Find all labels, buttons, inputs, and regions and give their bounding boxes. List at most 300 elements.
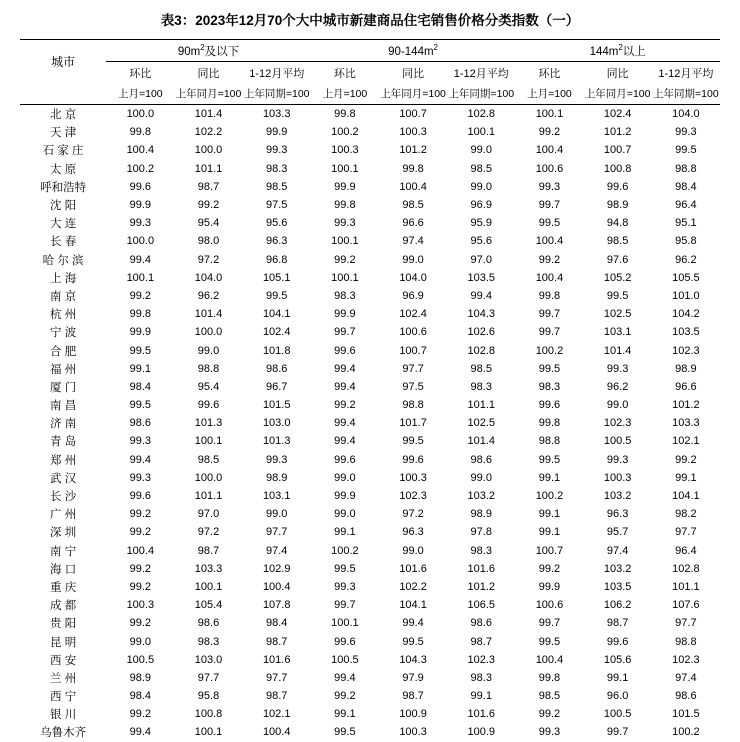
value-cell: 98.7 <box>265 690 288 703</box>
value-cell: 99.4 <box>129 726 152 739</box>
table-row <box>20 305 720 323</box>
value-cell: 100.1 <box>194 435 223 448</box>
value-cell: 97.5 <box>402 380 424 393</box>
table-row <box>20 596 720 614</box>
value-cell: 98.9 <box>265 471 288 484</box>
value-cell: 103.5 <box>467 271 496 284</box>
value-cell: 99.2 <box>129 617 152 630</box>
table-row <box>20 542 720 560</box>
value-cell: 99.5 <box>606 289 629 302</box>
value-cell: 99.9 <box>334 308 356 321</box>
value-cell: 106.2 <box>603 599 632 612</box>
city-name: 福 州 <box>50 363 77 376</box>
value-cell: 100.0 <box>194 326 223 339</box>
value-cell: 105.5 <box>672 271 700 284</box>
city-name: 昆 明 <box>50 636 77 649</box>
value-cell: 101.3 <box>194 417 223 430</box>
city-name: 长 沙 <box>50 491 77 504</box>
value-cell: 99.8 <box>334 199 356 212</box>
table-row <box>20 614 720 632</box>
base-3-2: 上年同月=100 <box>584 83 652 105</box>
value-cell: 96.2 <box>606 380 629 393</box>
city-name: 石 家 庄 <box>42 145 84 158</box>
table-row <box>20 214 720 232</box>
header-row-bases <box>20 83 720 105</box>
value-cell: 100.7 <box>399 344 427 357</box>
value-cell: 101.0 <box>672 289 700 302</box>
value-cell: 99.8 <box>538 289 561 302</box>
value-cell: 100.1 <box>331 162 359 175</box>
value-cell: 97.4 <box>606 544 629 557</box>
base-header-spacer <box>20 83 106 105</box>
value-cell: 100.6 <box>535 162 564 175</box>
value-cell: 98.3 <box>470 380 492 393</box>
subgroup-1-1: 环比 <box>129 67 152 80</box>
value-cell: 102.3 <box>467 653 496 666</box>
value-cell: 102.3 <box>672 344 700 357</box>
value-cell: 98.9 <box>675 362 697 375</box>
value-cell: 100.4 <box>262 580 291 593</box>
value-cell: 98.4 <box>265 617 288 630</box>
city-name: 南 昌 <box>50 400 77 413</box>
value-cell: 99.5 <box>675 144 697 157</box>
value-cell: 96.6 <box>402 217 424 230</box>
value-cell: 98.8 <box>197 362 220 375</box>
city-name: 合 肥 <box>50 345 77 358</box>
city-name: 银 川 <box>50 709 77 722</box>
group-header-3 <box>515 40 720 62</box>
city-name: 武 汉 <box>50 472 77 485</box>
value-cell: 102.4 <box>603 108 632 121</box>
table-row <box>20 505 720 523</box>
value-cell: 99.6 <box>129 180 152 193</box>
value-cell: 99.5 <box>334 726 356 739</box>
value-cell: 100.3 <box>399 726 427 739</box>
value-cell: 104.2 <box>672 308 700 321</box>
value-cell: 100.5 <box>603 435 632 448</box>
value-cell: 99.6 <box>129 490 152 503</box>
value-cell: 102.3 <box>399 490 427 503</box>
value-cell: 103.2 <box>603 562 632 575</box>
value-cell: 103.0 <box>194 653 223 666</box>
group-3-label-tail: 以上 <box>622 45 646 58</box>
value-cell: 100.4 <box>126 144 155 157</box>
value-cell: 100.9 <box>399 708 427 721</box>
table-row <box>20 141 720 159</box>
value-cell: 102.8 <box>467 108 496 121</box>
value-cell: 100.6 <box>399 326 427 339</box>
group-1-label-tail: 及以下 <box>204 45 240 58</box>
value-cell: 104.1 <box>399 599 427 612</box>
value-cell: 101.2 <box>399 144 427 157</box>
value-cell: 100.1 <box>467 126 496 139</box>
table-row <box>20 105 720 124</box>
price-index-table <box>20 39 720 742</box>
value-cell: 97.0 <box>470 253 492 266</box>
city-name: 深 圳 <box>50 527 77 540</box>
value-cell: 99.3 <box>129 471 152 484</box>
value-cell: 101.1 <box>194 490 223 503</box>
city-name: 乌鲁木齐 <box>40 727 87 740</box>
value-cell: 98.7 <box>402 690 424 703</box>
value-cell: 98.9 <box>470 508 492 521</box>
value-cell: 105.4 <box>194 599 223 612</box>
group-1-label-sup: 2 <box>200 42 205 52</box>
value-cell: 100.8 <box>194 708 223 721</box>
value-cell: 102.4 <box>262 326 291 339</box>
value-cell: 99.3 <box>675 126 697 139</box>
table-row <box>20 723 720 741</box>
value-cell: 101.4 <box>467 435 496 448</box>
value-cell: 100.5 <box>331 653 359 666</box>
value-cell: 99.9 <box>129 326 152 339</box>
value-cell: 99.4 <box>334 435 356 448</box>
value-cell: 98.5 <box>402 199 424 212</box>
value-cell: 100.7 <box>603 144 632 157</box>
value-cell: 99.1 <box>606 671 629 684</box>
value-cell: 99.9 <box>334 180 356 193</box>
value-cell: 97.8 <box>470 526 492 539</box>
value-cell: 95.8 <box>197 690 220 703</box>
value-cell: 99.3 <box>538 180 561 193</box>
value-cell: 101.5 <box>262 399 291 412</box>
value-cell: 98.7 <box>606 617 629 630</box>
value-cell: 99.2 <box>334 399 356 412</box>
value-cell: 96.4 <box>675 199 697 212</box>
value-cell: 98.3 <box>470 671 492 684</box>
table-row <box>20 196 720 214</box>
value-cell: 99.7 <box>334 599 356 612</box>
value-cell: 97.7 <box>675 617 697 630</box>
value-cell: 100.1 <box>194 726 223 739</box>
value-cell: 99.8 <box>538 417 561 430</box>
base-2-2: 上年同月=100 <box>379 83 447 105</box>
value-cell: 97.9 <box>402 671 424 684</box>
value-cell: 98.5 <box>538 690 561 703</box>
value-cell: 99.2 <box>129 562 152 575</box>
value-cell: 99.2 <box>538 126 561 139</box>
subgroup-3-2: 同比 <box>606 67 629 80</box>
value-cell: 99.4 <box>334 380 356 393</box>
value-cell: 99.2 <box>334 253 356 266</box>
value-cell: 102.1 <box>672 435 700 448</box>
base-1-3: 上年同期=100 <box>243 83 311 105</box>
value-cell: 97.7 <box>402 362 424 375</box>
value-cell: 100.1 <box>126 271 155 284</box>
value-cell: 97.6 <box>606 253 629 266</box>
value-cell: 101.4 <box>194 108 223 121</box>
value-cell: 100.8 <box>603 162 632 175</box>
value-cell: 99.6 <box>606 180 629 193</box>
table-body <box>20 105 720 742</box>
value-cell: 99.7 <box>538 617 561 630</box>
value-cell: 107.8 <box>262 599 291 612</box>
value-cell: 100.4 <box>535 235 564 248</box>
value-cell: 99.1 <box>538 471 561 484</box>
subgroup-2-1: 环比 <box>333 67 356 80</box>
value-cell: 99.4 <box>129 253 152 266</box>
value-cell: 99.0 <box>265 508 288 521</box>
value-cell: 100.5 <box>126 653 155 666</box>
value-cell: 98.3 <box>265 162 288 175</box>
value-cell: 99.2 <box>129 508 152 521</box>
value-cell: 98.5 <box>470 162 492 175</box>
value-cell: 101.1 <box>194 162 223 175</box>
value-cell: 99.3 <box>129 217 152 230</box>
subgroup-2-2: 同比 <box>402 67 425 80</box>
value-cell: 98.5 <box>606 235 629 248</box>
value-cell: 105.1 <box>262 271 291 284</box>
base-3-3: 上年同期=100 <box>652 83 720 105</box>
value-cell: 102.3 <box>672 653 700 666</box>
value-cell: 96.6 <box>675 380 697 393</box>
base-2-3: 上年同期=100 <box>447 83 515 105</box>
value-cell: 99.3 <box>265 453 288 466</box>
value-cell: 99.9 <box>334 490 356 503</box>
value-cell: 98.2 <box>675 508 697 521</box>
value-cell: 98.5 <box>265 180 288 193</box>
table-row <box>20 705 720 723</box>
value-cell: 99.5 <box>129 344 152 357</box>
base-1-2: 上年同月=100 <box>174 83 242 105</box>
value-cell: 107.6 <box>672 599 700 612</box>
value-cell: 98.5 <box>197 453 220 466</box>
value-cell: 98.6 <box>129 417 152 430</box>
table-row <box>20 269 720 287</box>
table-row <box>20 160 720 178</box>
value-cell: 100.0 <box>194 144 223 157</box>
value-cell: 100.4 <box>535 144 564 157</box>
value-cell: 103.3 <box>672 417 700 430</box>
value-cell: 103.5 <box>672 326 700 339</box>
table-row <box>20 651 720 669</box>
value-cell: 99.2 <box>538 253 561 266</box>
value-cell: 98.4 <box>675 180 697 193</box>
city-name: 重 庆 <box>50 581 77 594</box>
value-cell: 104.1 <box>262 308 291 321</box>
value-cell: 96.8 <box>265 253 288 266</box>
value-cell: 101.4 <box>194 308 223 321</box>
value-cell: 100.2 <box>331 544 359 557</box>
value-cell: 100.0 <box>126 235 155 248</box>
value-cell: 100.2 <box>535 490 564 503</box>
value-cell: 99.9 <box>538 580 561 593</box>
table-row <box>20 232 720 250</box>
value-cell: 99.1 <box>470 690 492 703</box>
value-cell: 99.5 <box>538 635 561 648</box>
value-cell: 97.5 <box>265 199 288 212</box>
page-title: 表3：2023年12月70个大中城市新建商品住宅销售价格分类指数（一） <box>160 13 580 28</box>
city-name: 北 京 <box>50 109 77 122</box>
city-header-cell <box>20 40 106 84</box>
table-row <box>20 432 720 450</box>
value-cell: 102.5 <box>603 308 632 321</box>
value-cell: 98.3 <box>334 289 356 302</box>
value-cell: 98.3 <box>197 635 220 648</box>
value-cell: 104.1 <box>672 490 700 503</box>
value-cell: 100.1 <box>331 235 359 248</box>
value-cell: 99.3 <box>334 580 356 593</box>
value-cell: 102.2 <box>194 126 223 139</box>
value-cell: 100.4 <box>399 180 427 193</box>
value-cell: 99.3 <box>606 362 629 375</box>
city-name: 广 州 <box>50 509 77 522</box>
value-cell: 98.7 <box>265 635 288 648</box>
value-cell: 100.1 <box>331 617 359 630</box>
value-cell: 99.5 <box>402 635 424 648</box>
value-cell: 98.3 <box>538 380 561 393</box>
value-cell: 99.0 <box>606 399 629 412</box>
value-cell: 101.2 <box>603 126 632 139</box>
city-name: 济 南 <box>50 418 77 431</box>
value-cell: 100.1 <box>194 580 223 593</box>
value-cell: 95.6 <box>265 217 288 230</box>
table-row <box>20 341 720 359</box>
subgroup-1-2: 同比 <box>197 67 220 80</box>
value-cell: 101.1 <box>467 399 496 412</box>
value-cell: 96.3 <box>606 508 629 521</box>
value-cell: 101.1 <box>672 580 700 593</box>
value-cell: 104.0 <box>194 271 223 284</box>
value-cell: 96.3 <box>402 526 424 539</box>
value-cell: 99.2 <box>129 708 152 721</box>
value-cell: 100.4 <box>535 653 564 666</box>
value-cell: 99.8 <box>402 162 424 175</box>
value-cell: 106.5 <box>467 599 496 612</box>
table-row <box>20 669 720 687</box>
value-cell: 99.6 <box>334 453 356 466</box>
value-cell: 100.4 <box>126 544 155 557</box>
value-cell: 101.6 <box>467 562 496 575</box>
value-cell: 102.2 <box>399 580 427 593</box>
value-cell: 102.8 <box>672 562 700 575</box>
value-cell: 97.2 <box>197 526 220 539</box>
value-cell: 101.3 <box>262 435 291 448</box>
value-cell: 100.3 <box>603 471 632 484</box>
value-cell: 99.5 <box>334 562 356 575</box>
value-cell: 96.4 <box>675 544 697 557</box>
value-cell: 99.6 <box>606 635 629 648</box>
table-row <box>20 123 720 141</box>
header-row-groups <box>20 40 720 62</box>
value-cell: 102.5 <box>467 417 496 430</box>
value-cell: 99.7 <box>334 326 356 339</box>
value-cell: 99.0 <box>402 253 424 266</box>
value-cell: 99.3 <box>538 726 561 739</box>
table-row <box>20 396 720 414</box>
value-cell: 99.1 <box>334 526 356 539</box>
value-cell: 95.8 <box>675 235 697 248</box>
value-cell: 98.3 <box>470 544 492 557</box>
city-name: 大 连 <box>50 218 77 231</box>
city-name: 杭 州 <box>50 309 77 322</box>
value-cell: 100.2 <box>535 344 564 357</box>
value-cell: 103.2 <box>467 490 496 503</box>
value-cell: 98.5 <box>470 362 492 375</box>
city-name: 南 京 <box>50 290 77 303</box>
value-cell: 99.5 <box>538 217 561 230</box>
city-name: 海 口 <box>50 563 77 576</box>
value-cell: 95.4 <box>197 217 220 230</box>
value-cell: 96.2 <box>675 253 697 266</box>
value-cell: 96.3 <box>265 235 288 248</box>
table-row <box>20 178 720 196</box>
value-cell: 97.7 <box>675 526 697 539</box>
value-cell: 99.0 <box>129 635 152 648</box>
value-cell: 99.6 <box>334 635 356 648</box>
value-cell: 97.2 <box>197 253 220 266</box>
value-cell: 99.5 <box>402 435 424 448</box>
subgroup-3-1: 环比 <box>538 67 561 80</box>
value-cell: 99.5 <box>265 289 288 302</box>
value-cell: 99.7 <box>606 726 629 739</box>
value-cell: 99.7 <box>538 199 561 212</box>
value-cell: 101.5 <box>672 708 700 721</box>
group-3-label-sup: 2 <box>618 42 623 52</box>
value-cell: 99.2 <box>129 526 152 539</box>
value-cell: 99.6 <box>402 453 424 466</box>
table-row <box>20 487 720 505</box>
group-2-label-sup: 2 <box>433 43 438 53</box>
value-cell: 95.9 <box>470 217 492 230</box>
city-name: 宁 波 <box>50 327 77 340</box>
value-cell: 100.9 <box>467 726 496 739</box>
city-name: 郑 州 <box>50 454 77 467</box>
table-row <box>20 414 720 432</box>
value-cell: 97.0 <box>197 508 220 521</box>
value-cell: 102.3 <box>603 417 632 430</box>
value-cell: 99.0 <box>470 471 492 484</box>
city-header-label: 城市 <box>51 55 76 69</box>
value-cell: 96.9 <box>470 199 492 212</box>
value-cell: 98.9 <box>129 671 152 684</box>
value-cell: 97.7 <box>197 671 220 684</box>
table-row <box>20 523 720 541</box>
value-cell: 99.4 <box>402 617 424 630</box>
value-cell: 104.3 <box>399 653 427 666</box>
city-name: 长 春 <box>50 236 77 249</box>
base-2-1: 上月=100 <box>311 83 379 105</box>
value-cell: 100.7 <box>399 108 427 121</box>
subgroup-1-3: 1-12月平均 <box>249 67 305 80</box>
value-cell: 103.1 <box>603 326 632 339</box>
value-cell: 98.8 <box>675 162 697 175</box>
value-cell: 99.7 <box>538 326 561 339</box>
value-cell: 96.9 <box>402 289 424 302</box>
value-cell: 99.9 <box>265 126 288 139</box>
value-cell: 100.4 <box>535 271 564 284</box>
value-cell: 97.4 <box>265 544 288 557</box>
city-name: 青 岛 <box>50 436 77 449</box>
subgroup-2-3: 1-12月平均 <box>453 67 509 80</box>
value-cell: 101.6 <box>399 562 427 575</box>
value-cell: 100.0 <box>194 471 223 484</box>
value-cell: 99.5 <box>538 453 561 466</box>
value-cell: 102.9 <box>262 562 291 575</box>
value-cell: 99.6 <box>197 399 220 412</box>
value-cell: 101.4 <box>603 344 632 357</box>
table-row <box>20 360 720 378</box>
value-cell: 98.7 <box>197 180 220 193</box>
city-name: 兰 州 <box>50 672 77 685</box>
value-cell: 99.0 <box>470 144 492 157</box>
value-cell: 99.3 <box>606 453 629 466</box>
value-cell: 103.3 <box>262 108 291 121</box>
value-cell: 103.5 <box>603 580 632 593</box>
value-cell: 103.0 <box>262 417 291 430</box>
value-cell: 99.1 <box>129 362 152 375</box>
value-cell: 99.3 <box>129 435 152 448</box>
